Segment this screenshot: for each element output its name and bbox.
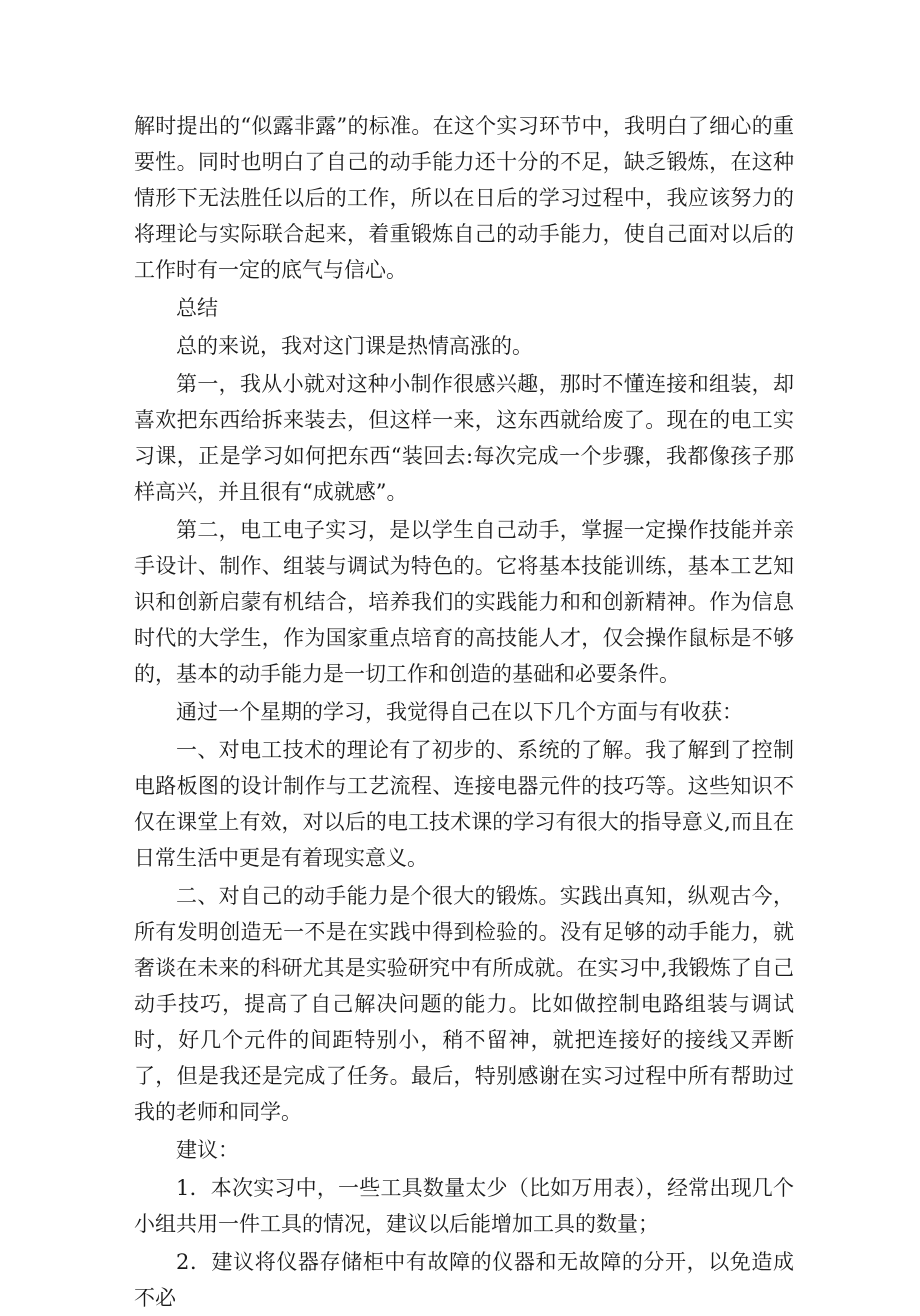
suggestion-item-2: 2．建议将仪器存储柜中有故障的仪器和无故障的分开，以免造成不必 bbox=[134, 1250, 794, 1310]
paragraph-second: 第二，电工电子实习，是以学生自己动手，掌握一定操作技能并亲手设计、制作、组装与调试为特色的。它将基本技能训练，基本工艺知识和创新启蒙有机结合，培养我们的实践能力和和创新精神。作为信息时代的大学生，作为国家重点培育的高技能人才，仅会操作鼠标是不够的，基本的动手能力是一切工作和创造的基础和必要条件。 bbox=[134, 518, 794, 686]
paragraph-gain-two: 二、对自己的动手能力是个很大的锻炼。实践出真知，纵观古今，所有发明创造无一不是在实践中得到检验的。没有足够的动手能力，就奢谈在未来的科研尤其是实验研究中有所成就。在实习中,我锻炼了自己动手技巧，提高了自己解决问题的能力。比如做控制电路组装与调试时，好几个元件的间距特别小，稍不留神，就把连接好的接线又弄断了，但是我还是完成了任务。最后，特别感谢在实习过程中所有帮助过我的老师和同学。 bbox=[134, 884, 794, 1124]
paragraph-gains-intro: 通过一个星期的学习，我觉得自己在以下几个方面与有收获： bbox=[176, 700, 743, 724]
suggestion-item-1: 1．本次实习中，一些工具数量太少（比如万用表），经常出现几个小组共用一件工具的情况，建议以后能增加工具的数量； bbox=[134, 1176, 794, 1236]
paragraph-gain-one: 一、对电工技术的理论有了初步的、系统的了解。我了解到了控制电路板图的设计制作与工艺流程、连接电器元件的技巧等。这些知识不仅在课堂上有效，对以后的电工技术课的学习有很大的指导意义,而且在日常生活中更是有着现实意义。 bbox=[134, 738, 794, 870]
document-body bbox=[134, 108, 794, 1316]
heading-suggestions: 建议： bbox=[176, 1138, 239, 1162]
paragraph-continuation: 解时提出的“似露非露”的标准。在这个实习环节中，我明白了细心的重要性。同时也明白了自己的动手能力还十分的不足，缺乏锻炼，在这种情形下无法胜任以后的工作，所以在日后的学习过程中，我应该努力的将理论与实际联合起来，着重锻炼自己的动手能力，使自己面对以后的工作时有一定的底气与信心。 bbox=[134, 114, 794, 282]
heading-summary: 总结 bbox=[176, 296, 218, 320]
paragraph-overall: 总的来说，我对这门课是热情高涨的。 bbox=[176, 334, 533, 358]
paragraph-first: 第一，我从小就对这种小制作很感兴趣，那时不懂连接和组装，却喜欢把东西给拆来装去，但这样一来，这东西就给废了。现在的电工实习课，正是学习如何把东西“装回去:每次完成一个步骤，我都像孩子那样高兴，并且很有“成就感”。 bbox=[134, 372, 794, 504]
